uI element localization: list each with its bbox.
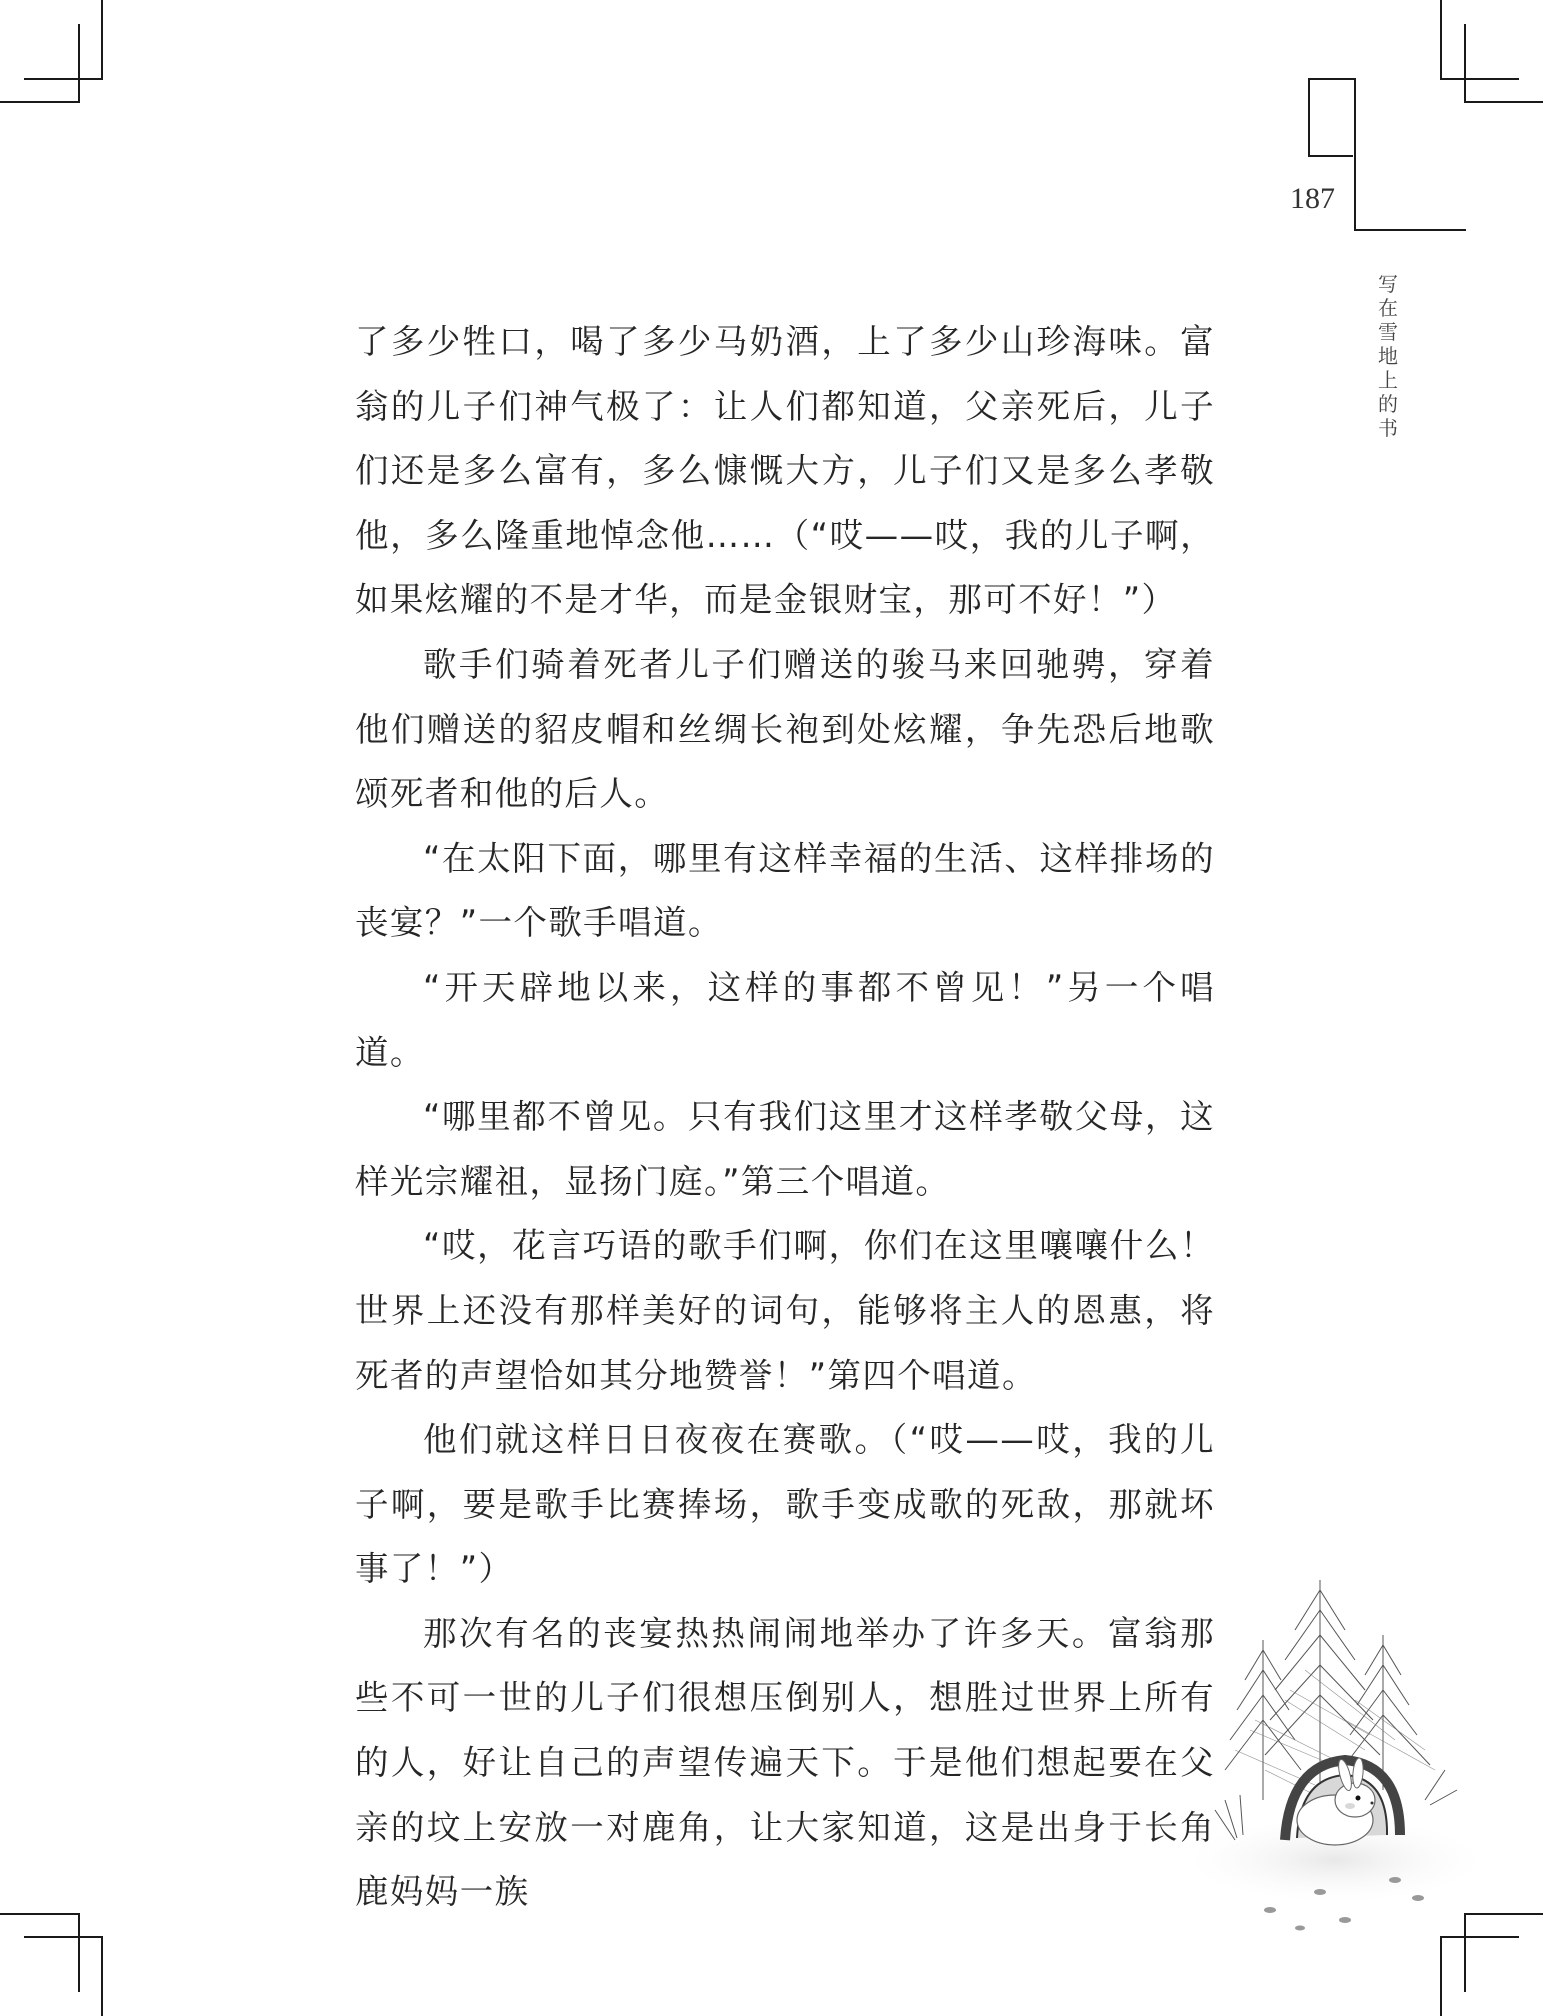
header-rule-left-v <box>1308 78 1310 157</box>
header-rule-right-h <box>1354 229 1466 231</box>
running-head-char: 雪 <box>1378 320 1398 344</box>
header-rule-top-h <box>1308 78 1355 80</box>
crop-mark-bl-inner-v <box>101 1936 103 2016</box>
running-head-char: 在 <box>1378 296 1398 320</box>
running-head-char: 书 <box>1378 416 1398 440</box>
crop-mark-tl-inner-v <box>78 24 80 103</box>
crop-mark-tr-outer-v <box>1440 0 1442 79</box>
paragraph: “开天辟地以来，这样的事都不曾见！”另一个唱道。 <box>355 967 1215 1072</box>
crop-mark-tl-outer-v <box>101 0 103 79</box>
body-text <box>355 310 1215 1925</box>
running-head-char: 的 <box>1378 392 1398 416</box>
paragraph: 他们就这样日日夜夜在赛歌。（“哎——哎，我的儿子啊，要是歌手比赛捧场，歌手变成歌的死敌，那就坏事了！”） <box>355 1420 1215 1589</box>
crop-mark-tl-inner-h <box>0 101 79 103</box>
paragraph: 那次有名的丧宴热热闹闹地举办了许多天。富翁那些不可一世的儿子们很想压倒别人，想胜过世界上所有的人，好让自己的声望传遍天下。于是他们想起要在父亲的坟上安放一对鹿角，让大家知道，这是出身于长角鹿妈妈一族 <box>355 1613 1215 1912</box>
running-head <box>1373 272 1403 440</box>
running-head-char: 写 <box>1378 272 1398 296</box>
running-head-char: 上 <box>1378 368 1398 392</box>
crop-mark-bl-outer-h <box>0 1913 79 1915</box>
crop-mark-tr-inner-h <box>1464 101 1543 103</box>
header-rule-left-h <box>1308 155 1353 157</box>
paragraph: “哎，花言巧语的歌手们啊，你们在这里嚷嚷什么！世界上还没有那样美好的词句，能够将主人的恩惠，将死者的声望恰如其分地赞誉！”第四个唱道。 <box>355 1226 1215 1395</box>
running-head-char: 地 <box>1378 344 1398 368</box>
crop-mark-bl-outer-v <box>78 1913 80 1992</box>
page-number: 187 <box>1290 182 1335 215</box>
crop-mark-tr-outer-h <box>1440 78 1519 80</box>
paragraph: “哪里都不曾见。只有我们这里才这样孝敬父母，这样光宗耀祖，显扬门庭。”第三个唱道。 <box>355 1097 1215 1201</box>
crop-mark-bl-inner-h <box>24 1936 103 1938</box>
paragraph: 歌手们骑着死者儿子们赠送的骏马来回驰骋，穿着他们赠送的貂皮帽和丝绸长袍到处炫耀，争先恐后地歌颂死者和他的后人。 <box>355 644 1215 814</box>
rabbit-illustration <box>1195 1570 1495 1950</box>
header-rule-right-v <box>1354 78 1356 230</box>
paragraph: 了多少牲口，喝了多少马奶酒，上了多少山珍海味。富翁的儿子们神气极了：让人们都知道，父亲死后，儿子们还是多么富有，多么慷慨大方，儿子们又是多么孝敬他，多么隆重地悼念他……（“哎——哎，我的儿子啊，如果炫耀的不是才华，而是金银财宝，那可不好！”） <box>355 322 1215 620</box>
crop-mark-tl-outer-h <box>24 78 103 80</box>
crop-mark-tr-inner-v <box>1464 24 1466 103</box>
paragraph: “在太阳下面，哪里有这样幸福的生活、这样排场的丧宴？”一个歌手唱道。 <box>355 838 1215 943</box>
